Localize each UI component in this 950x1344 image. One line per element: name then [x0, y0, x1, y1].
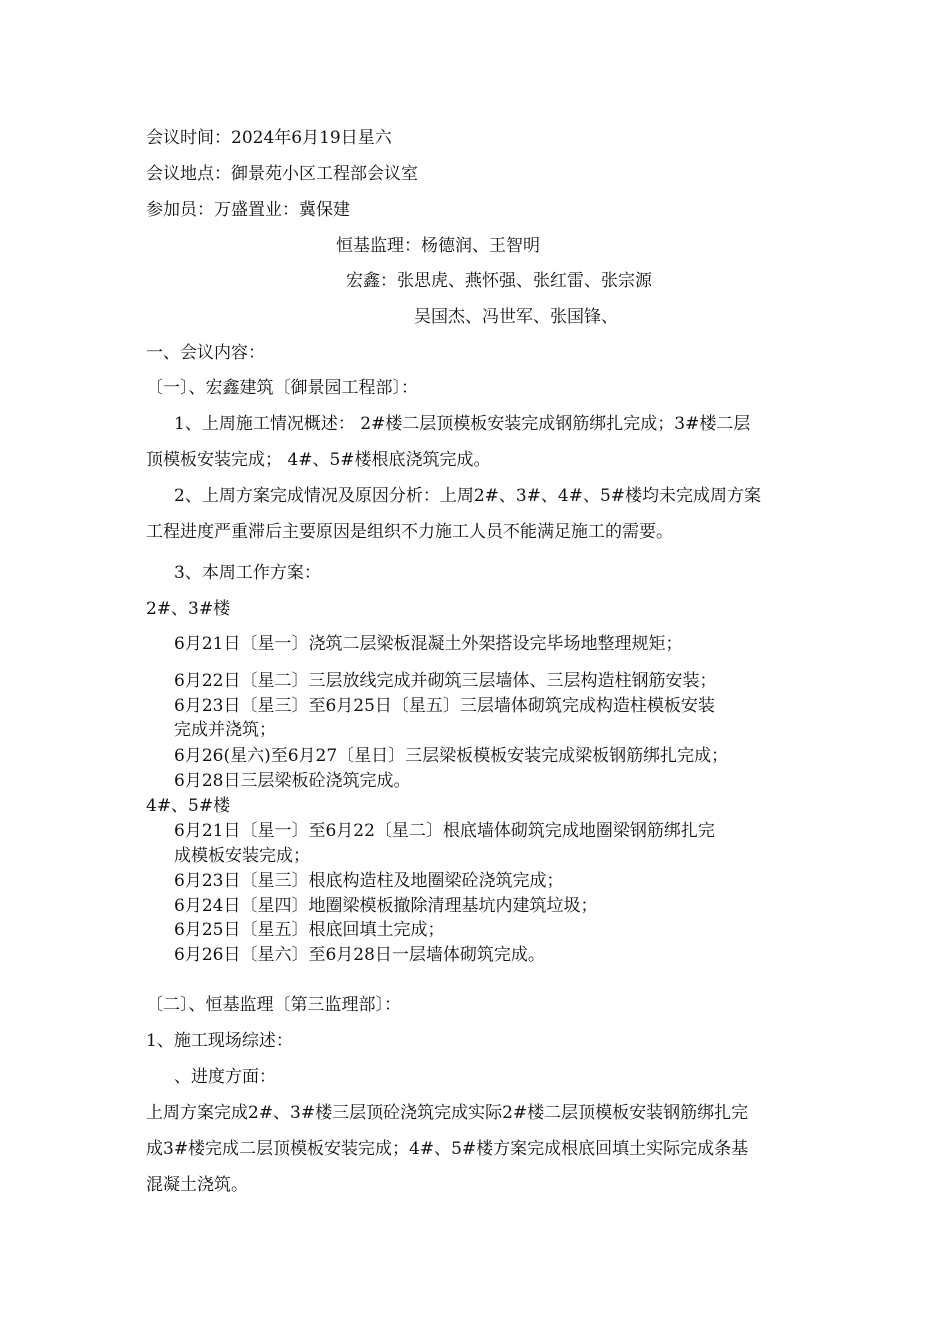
meeting-time: 会议时间：2024年6月19日星六 [146, 128, 392, 148]
schedule-line: 6月24日〔星四〕地圈梁模板撤除清理基坑内建筑垃圾； [174, 896, 598, 916]
paragraph-line: 、进度方面： [174, 1067, 276, 1087]
schedule-line: 6月28日三层梁板砼浇筑完成。 [174, 771, 411, 791]
building-group-title: 4#、5#楼 [146, 796, 231, 816]
paragraph-line: 顶模板安装完成； 4#、5#楼根底浇筑完成。 [146, 450, 491, 470]
schedule-line: 完成并浇筑； [174, 720, 276, 740]
building-group-title: 2#、3#楼 [146, 599, 231, 619]
meeting-location: 会议地点：御景苑小区工程部会议室 [146, 164, 418, 184]
meeting-attendees-supervision: 恒基监理：杨德润、王智明 [336, 236, 540, 256]
schedule-line: 6月21日〔星一〕至6月22〔星二〕根底墙体砌筑完成地圈梁钢筋绑扎完 [174, 821, 715, 841]
meeting-attendees: 参加员：万盛置业：冀保建 [146, 200, 350, 220]
meeting-attendees-hongxin: 宏鑫：张思虎、燕怀强、张红雷、张宗源 [346, 271, 652, 291]
schedule-line: 6月25日〔星五〕根底回填土完成； [174, 920, 445, 940]
schedule-line: 6月23日〔星三〕根底构造柱及地圈梁砼浇筑完成； [174, 871, 564, 891]
paragraph-line: 2、上周方案完成情况及原因分析：上周2#、3#、4#、5#楼均未完成周方案 [174, 486, 762, 506]
paragraph-line: 3、本周工作方案： [174, 563, 321, 583]
schedule-line: 6月22日〔星二〕三层放线完成并砌筑三层墙体、三层构造柱钢筋安装； [174, 671, 717, 691]
schedule-line: 6月26日〔星六〕至6月28日一层墙体砌筑完成。 [174, 945, 545, 965]
schedule-line: 6月26(星六)至6月27〔星日〕三层梁板模板安装完成梁板钢筋绑扎完成； [174, 746, 729, 766]
paragraph-line: 工程进度严重滞后主要原因是组织不力施工人员不能满足施工的需要。 [146, 522, 673, 542]
subsection-heading: 〔一〕、宏鑫建筑〔御景园工程部〕： [146, 378, 418, 398]
section-heading: 一、会议内容： [146, 343, 265, 363]
schedule-line: 成模板安装完成； [174, 846, 310, 866]
paragraph-line: 混凝土浇筑。 [146, 1175, 248, 1195]
meeting-attendees-hongxin-continued: 吴国杰、冯世军、张国锋、 [414, 307, 618, 327]
paragraph-line: 成3#楼完成二层顶模板安装完成；4#、5#楼方案完成根底回填土实际完成条基 [146, 1139, 749, 1159]
subsection-heading: 〔二〕、恒基监理〔第三监理部〕： [146, 995, 401, 1015]
paragraph-line: 1、施工现场综述： [146, 1031, 293, 1051]
schedule-line: 6月21日〔星一〕浇筑二层梁板混凝土外架搭设完毕场地整理规矩； [174, 634, 683, 654]
paragraph-line: 上周方案完成2#、3#楼三层顶砼浇筑完成实际2#楼二层顶模板安装钢筋绑扎完 [146, 1103, 749, 1123]
paragraph-line: 1、上周施工情况概述： 2#楼二层顶模板安装完成钢筋绑扎完成；3#楼二层 [174, 414, 751, 434]
schedule-line: 6月23日〔星三〕至6月25日〔星五〕三层墙体砌筑完成构造柱模板安装 [174, 696, 715, 716]
